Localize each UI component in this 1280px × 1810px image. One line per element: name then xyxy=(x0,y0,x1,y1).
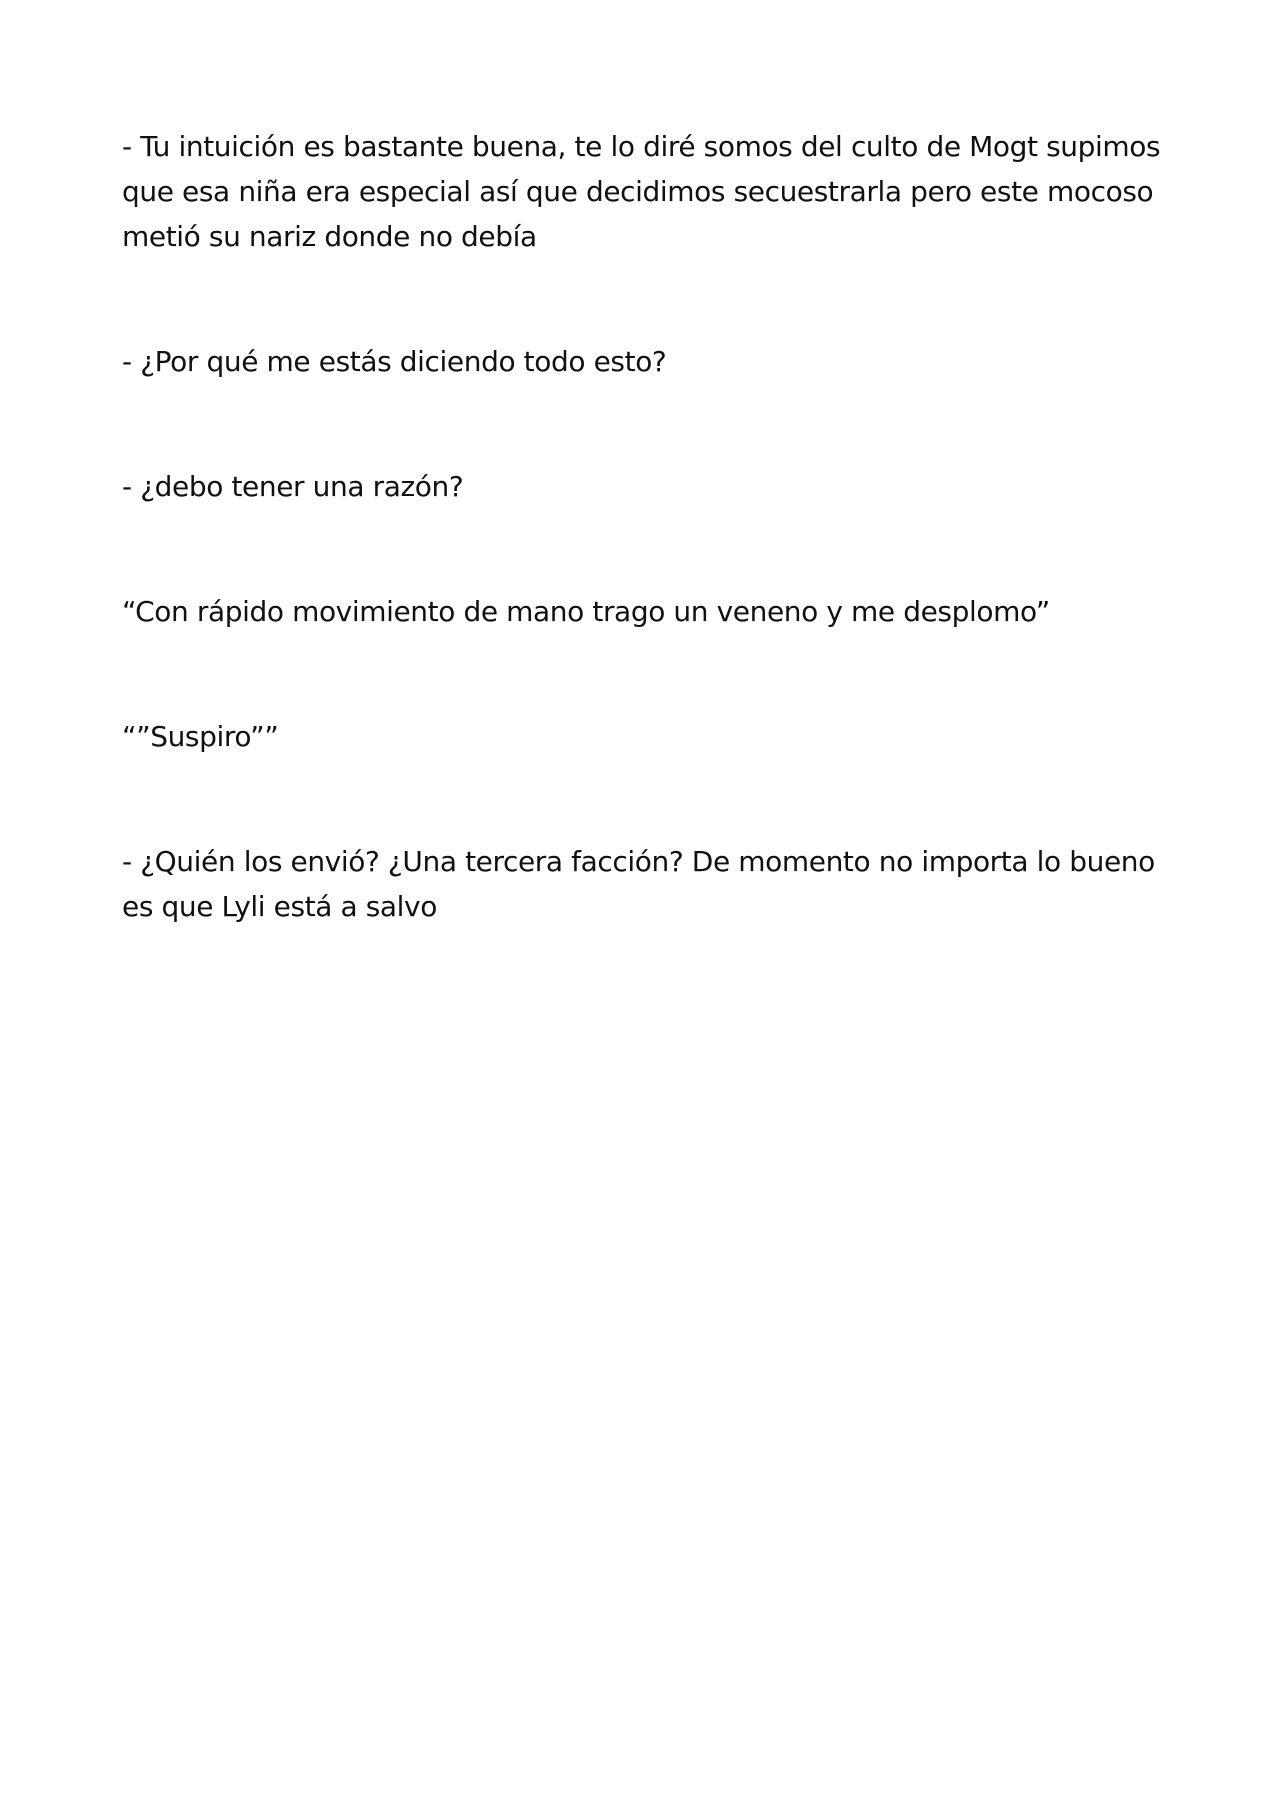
document-body xyxy=(122,124,1182,1009)
paragraph-2: - ¿Por qué me estás diciendo todo esto? xyxy=(122,345,667,378)
paragraph-6: - ¿Quién los envió? ¿Una tercera facción? De momento no importa lo bueno es que Lyli está a salvo xyxy=(122,845,1155,923)
paragraph-5: “”Suspiro”” xyxy=(122,720,279,753)
paragraph-1: - Tu intuición es bastante buena, te lo diré somos del culto de Mogt supimos que esa niña era especial así que decidimos secuestrarla pero este mocoso metió su nariz donde no debía xyxy=(122,130,1161,253)
paragraph-4: “Con rápido movimiento de mano trago un veneno y me desplomo” xyxy=(122,595,1050,628)
paragraph-3: - ¿debo tener una razón? xyxy=(122,470,464,503)
